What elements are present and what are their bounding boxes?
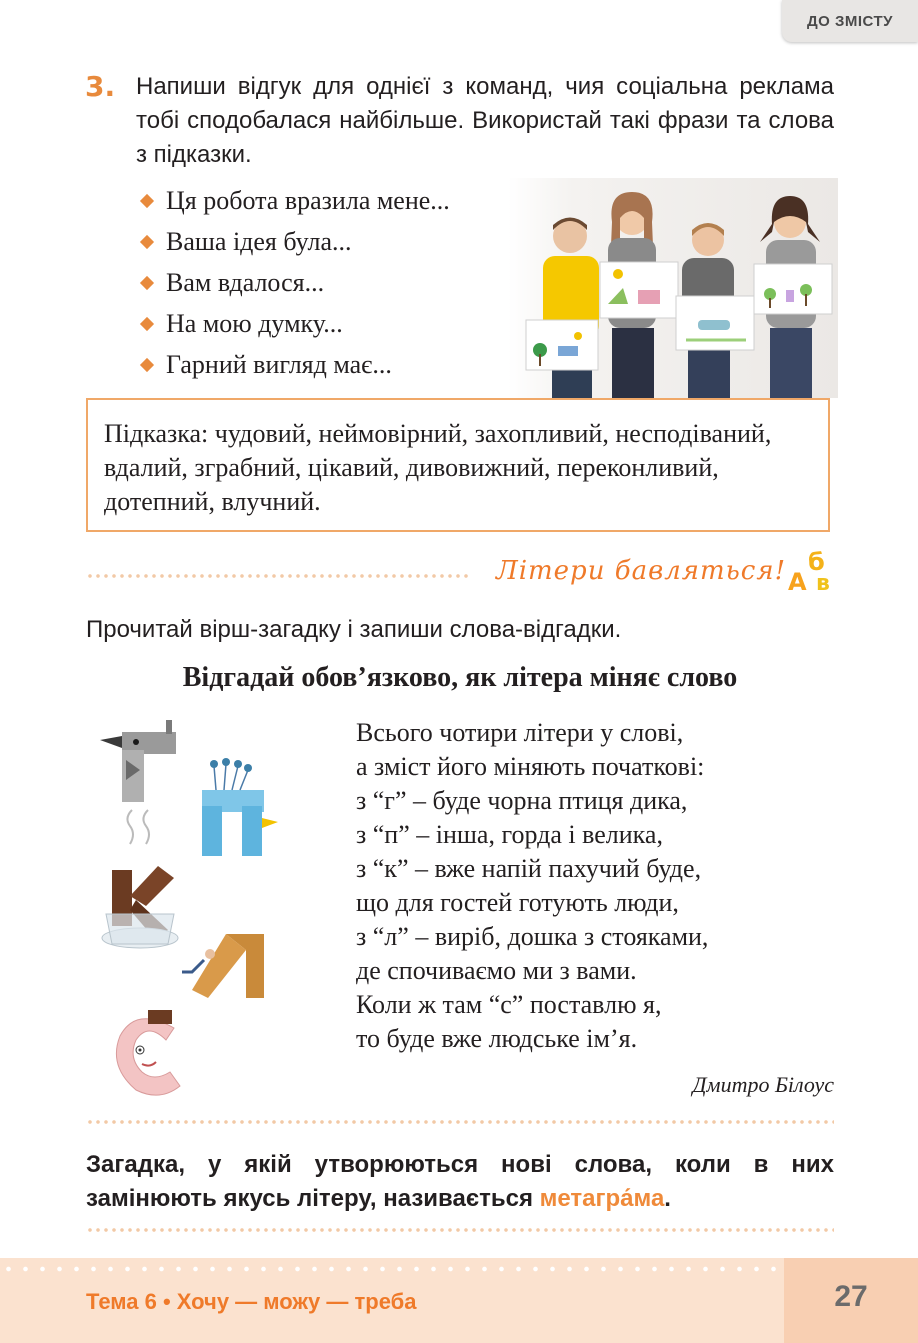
dotted-divider (86, 1226, 834, 1234)
diamond-bullet-icon (140, 357, 154, 371)
phrase-text: Вам вдалося... (166, 268, 325, 297)
diamond-bullet-icon (140, 193, 154, 207)
poem-line: а зміст його міняють початкові: (356, 752, 705, 781)
poem-line: з “г” – буде чорна птиця дика, (356, 786, 688, 815)
poem-text (356, 716, 708, 1056)
phrase-item (138, 344, 450, 385)
diamond-bullet-icon (140, 234, 154, 248)
letter-illustrations (96, 710, 286, 1100)
hint-label: Підказка: (104, 419, 209, 448)
phrase-item (138, 221, 450, 262)
children-with-drawings-photo (508, 178, 838, 398)
poem-line: де спочиваємо ми з вами. (356, 956, 637, 985)
phrase-list (138, 180, 450, 385)
phrase-text: На мою думку... (166, 309, 343, 338)
letter-l-deckchair-icon (182, 934, 264, 998)
poem-line: з “к” – вже напій пахучий буде, (356, 854, 702, 883)
hint-box (86, 398, 830, 532)
poem-line: що для гостей готують люди, (356, 888, 679, 917)
poem-author: Дмитро Білоус (692, 1072, 834, 1097)
definition-text (86, 1148, 834, 1216)
page-number: 27 (834, 1280, 868, 1313)
definition-end: . (664, 1185, 671, 1212)
poem-line: Всього чотири літери у слові, (356, 718, 684, 747)
phrase-item (138, 303, 450, 344)
definition-body: Загадка, у якій утворюються нові слова, коли в них замінюють якусь літеру, називається (86, 1151, 834, 1212)
poem-line: з “п” – інша, горда і велика, (356, 820, 663, 849)
phrase-text: Гарний вигляд має... (166, 350, 392, 379)
letter-g-crow-icon (100, 720, 176, 802)
letters-abc-icon (786, 548, 838, 592)
diamond-bullet-icon (140, 275, 154, 289)
task-text: Напиши відгук для однієї з команд, чия соціальна реклама тобі сподобалася найбільше. Використай такі фрази та слова з підказки. (136, 73, 834, 168)
poem-line: то буде вже людське ім’я. (356, 1024, 638, 1053)
phrase-text: Ця робота вразила мене... (166, 186, 450, 215)
letter-b: б (808, 548, 825, 576)
task-number: 3. (85, 70, 116, 103)
dotted-divider (86, 1118, 834, 1126)
letter-a: А (788, 568, 807, 592)
definition-term: метагра́ма (539, 1185, 665, 1212)
toc-button[interactable]: ДО ЗМІСТУ (782, 0, 918, 42)
poem-line: з “л” – виріб, дошка з стояками, (356, 922, 709, 951)
phrase-item (138, 262, 450, 303)
letter-s-face-icon (116, 1010, 180, 1095)
diamond-bullet-icon (140, 316, 154, 330)
section-heading: Літери бавляться! (496, 556, 787, 586)
poem-line: Коли ж там “с” поставлю я, (356, 990, 662, 1019)
letters-abc-graphic (786, 548, 838, 592)
phrase-text: Ваша ідея була... (166, 227, 352, 256)
instruction-text: Прочитай вірш-загадку і запиши слова-відгадки. (86, 616, 622, 643)
poem-title: Відгадай обов’язково, як літера міняє слово (182, 662, 738, 693)
phrase-item (138, 180, 450, 221)
hint-words: чудовий, неймовірний, захопливий, несподіваний, вдалий, зграбний, цікавий, дивовижний, переконливий, дотепний, влучний. (104, 419, 772, 516)
letter-v: в (816, 571, 830, 592)
letter-k-cocoa-icon (102, 810, 178, 948)
footer-ornament (0, 1262, 918, 1276)
letter-p-peacock-icon (202, 758, 278, 856)
footer-theme: Тема 6 • Хочу — можу — треба (86, 1289, 417, 1314)
dotted-divider (86, 572, 472, 580)
